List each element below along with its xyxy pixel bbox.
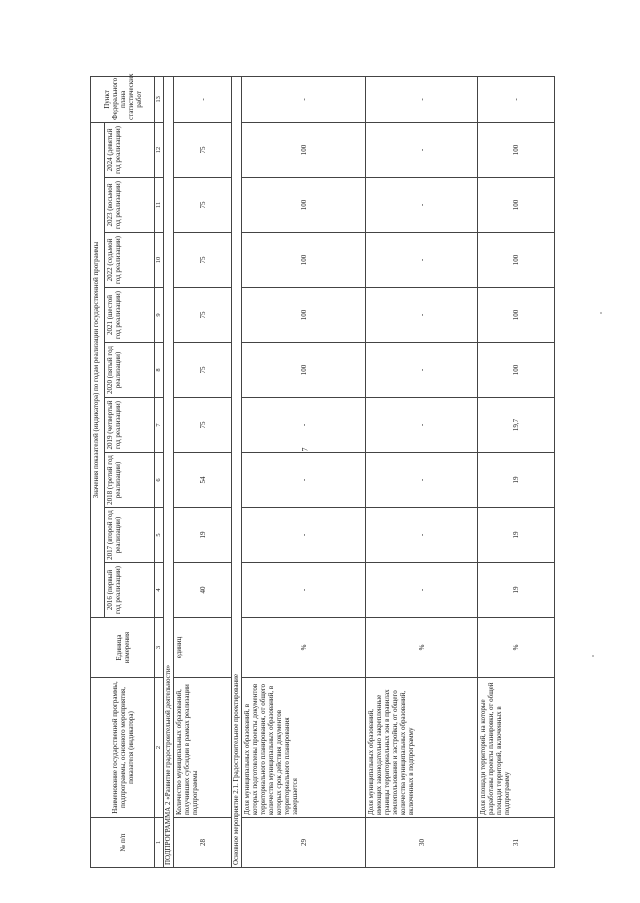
- column-index: 5: [155, 508, 164, 563]
- row-value: 100: [242, 178, 366, 233]
- header-year: 2019 (четвертый год реализации): [105, 398, 155, 453]
- row-value: 100: [478, 288, 555, 343]
- table-row-31: [478, 76, 555, 867]
- row-value: 40: [174, 563, 232, 618]
- row-value: -: [366, 178, 478, 233]
- row-value: -: [242, 398, 366, 453]
- indicators-table: [90, 73, 555, 868]
- row-value: -: [366, 453, 478, 508]
- row-value: 100: [242, 122, 366, 177]
- table-row-30: [366, 76, 478, 867]
- table-row-29: [242, 76, 366, 867]
- row-value: 19: [478, 563, 555, 618]
- column-index: 1: [155, 818, 164, 868]
- row-unit: %: [242, 618, 366, 678]
- row-value: 75: [174, 178, 232, 233]
- row-name: Доля муниципальных образований, имеющих законодательно закрепленные границы территориальных зон в правилах землепользования и застройки, от общего количества муниципальных образований, включенных в подпрограмму: [366, 678, 478, 818]
- column-index: 13: [155, 76, 164, 122]
- header-plan: Пункт Федерального плана статистических работ: [91, 76, 155, 122]
- header-year: 2018 (третий год реализации): [105, 453, 155, 508]
- row-value: 100: [478, 343, 555, 398]
- row-value: 19: [478, 508, 555, 563]
- row-value: 100: [242, 288, 366, 343]
- row-value: 19: [174, 508, 232, 563]
- row-value: -: [242, 508, 366, 563]
- row-value: 54: [174, 453, 232, 508]
- row-value: 100: [478, 233, 555, 288]
- header-values-group: Значения показателей (индикатора) по годам реализации государственной программы: [91, 122, 105, 617]
- header-year: 2020 (пятый год реализации): [105, 343, 155, 398]
- row-value: -: [366, 233, 478, 288]
- row-value: 100: [478, 122, 555, 177]
- row-plan: -: [174, 76, 232, 122]
- row-name: Доля площади территорий, на которые разработаны проекты планировки, от общей площади территорий, включенных в подпрограмму: [478, 678, 555, 818]
- column-index: 12: [155, 122, 164, 177]
- row-plan: -: [478, 76, 555, 122]
- column-index: 2: [155, 678, 164, 818]
- header-year: 2021 (шестой год реализации): [105, 288, 155, 343]
- row-num: 29: [242, 818, 366, 868]
- row-value: -: [242, 563, 366, 618]
- event-title: Основное мероприятие 2.1. Градостроительное проектирование: [232, 76, 242, 867]
- row-value: 75: [174, 398, 232, 453]
- row-name: Количество муниципальных образований, получивших субсидии в рамках реализации подпрограммы: [174, 678, 232, 818]
- row-value: -: [366, 398, 478, 453]
- header-year: 2016 (первый год реализации): [105, 563, 155, 618]
- header-year: 2024 (девятый год реализации): [105, 122, 155, 177]
- row-value: -: [366, 288, 478, 343]
- row-value: -: [366, 508, 478, 563]
- header-num: № п/п: [91, 818, 155, 868]
- document-sheet: [90, 73, 555, 868]
- row-name: Доля муниципальных образований, в которых подготовлены проекты документов территориального планирования, от общего количества муниципальных образований, в которых срок действия документов территориального планирования завершается: [242, 678, 366, 818]
- row-plan: -: [366, 76, 478, 122]
- row-value: 75: [174, 288, 232, 343]
- row-plan: -: [242, 76, 366, 122]
- subprogram-title: ПОДПРОГРАММА 2 «Развитие градостроительной деятельности»: [164, 76, 174, 867]
- row-value: 100: [242, 233, 366, 288]
- header-year: 2017 (второй год реализации): [105, 508, 155, 563]
- column-index: 3: [155, 618, 164, 678]
- scan-speck: [600, 312, 602, 314]
- column-index: 7: [155, 398, 164, 453]
- row-value: -: [366, 122, 478, 177]
- row-value: 75: [174, 343, 232, 398]
- rotated-table-wrapper: [90, 73, 555, 868]
- row-num: 31: [478, 818, 555, 868]
- row-value: 100: [478, 178, 555, 233]
- column-index: 6: [155, 453, 164, 508]
- page-number: 7: [300, 447, 310, 452]
- header-unit: Единица измерения: [91, 618, 155, 678]
- header-year: 2023 (восьмой год реализации): [105, 178, 155, 233]
- column-index: 9: [155, 288, 164, 343]
- row-value: -: [242, 453, 366, 508]
- row-value: 75: [174, 233, 232, 288]
- header-name: Наименование государственной программы, подпрограммы, основного мероприятия, показателя (индикатора): [91, 678, 155, 818]
- row-value: -: [366, 563, 478, 618]
- row-num: 30: [366, 818, 478, 868]
- scan-speck: [592, 655, 594, 657]
- header-row-1: [91, 76, 105, 867]
- column-index: 8: [155, 343, 164, 398]
- event-row: [232, 76, 242, 867]
- row-value: 100: [242, 343, 366, 398]
- column-index: 4: [155, 563, 164, 618]
- row-value: 19: [478, 453, 555, 508]
- row-value: 19,7: [478, 398, 555, 453]
- row-unit: %: [366, 618, 478, 678]
- row-unit: единиц: [174, 618, 232, 678]
- row-unit: %: [478, 618, 555, 678]
- table-row-28: [174, 76, 232, 867]
- row-value: 75: [174, 122, 232, 177]
- column-index-row: [155, 76, 164, 867]
- header-year: 2022 (седьмой год реализации): [105, 233, 155, 288]
- column-index: 10: [155, 233, 164, 288]
- row-num: 28: [174, 818, 232, 868]
- column-index: 11: [155, 178, 164, 233]
- row-value: -: [366, 343, 478, 398]
- subprogram-row: [164, 76, 174, 867]
